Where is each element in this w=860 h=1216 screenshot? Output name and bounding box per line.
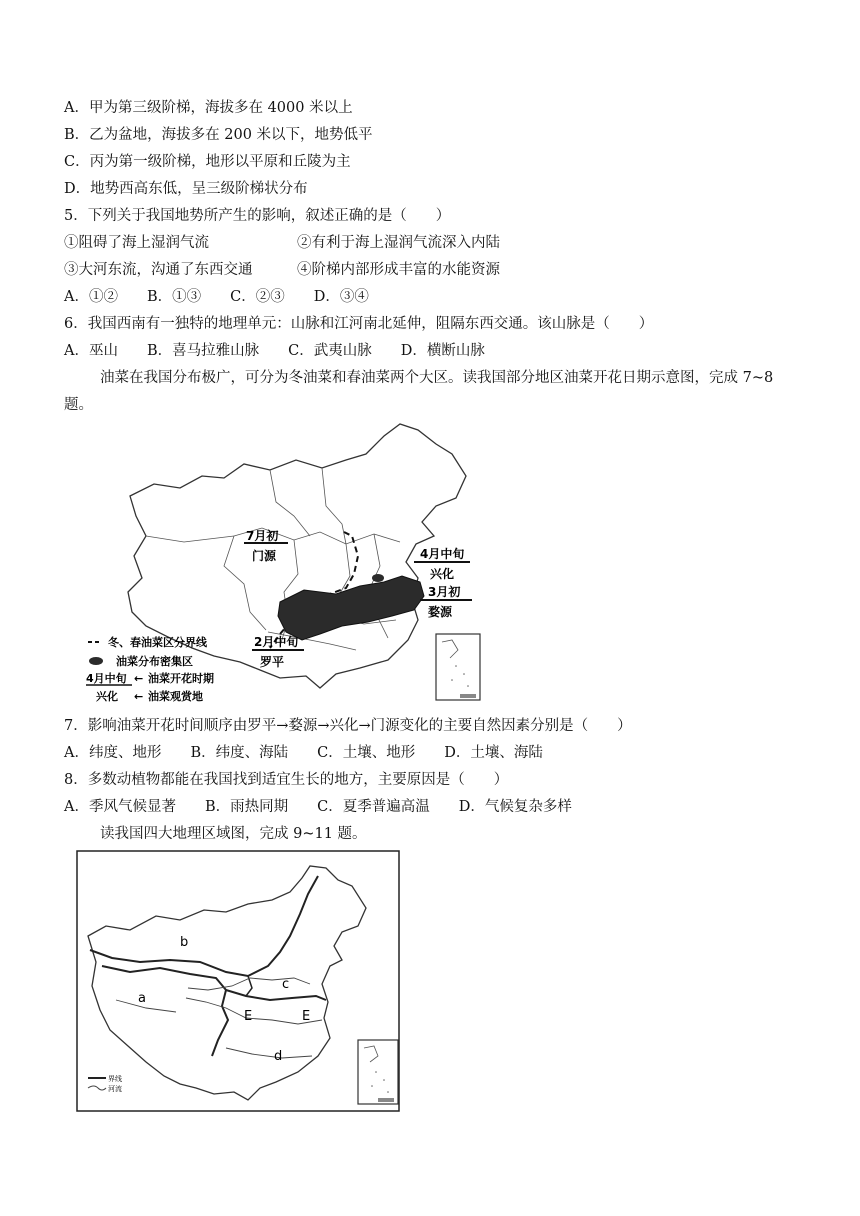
region-a: a xyxy=(138,991,146,1006)
legend-site-example: 兴化 xyxy=(96,690,118,703)
q5-item-2: ②有利于海上湿润气流深入内陆 xyxy=(297,235,500,251)
legend-dense-symbol xyxy=(89,657,103,665)
q4-option-d: D．地势西高东低，呈三级阶梯状分布 xyxy=(64,181,308,197)
q7-stem: 7．影响油菜开花时间顺序由罗平→婺源→兴化→门源变化的主要自然因素分别是（ ） xyxy=(64,718,632,734)
legend-dense-label: 油菜分布密集区 xyxy=(116,655,193,668)
inset-label-box xyxy=(460,694,476,698)
q5-item-3: ③大河东流，沟通了东西交通 xyxy=(64,262,253,278)
four-regions-map xyxy=(76,850,400,1112)
map2-inset xyxy=(358,1040,398,1104)
region-e-east: E xyxy=(302,1009,311,1024)
legend-date-example: 4月中旬 xyxy=(86,672,127,685)
q8-options: A．季风气候显著 B．雨热同期 C．夏季普遍高温 D．气候复杂多样 xyxy=(64,799,572,815)
q5-options: A．①② B．①③ C．②③ D．③④ xyxy=(64,289,369,305)
q5-item-1: ①阻碍了海上湿润气流 xyxy=(64,235,209,251)
q6-stem: 6．我国西南有一独特的地理单元：山脉和江河南北延伸，阻隔东西交通。该山脉是（ ） xyxy=(64,316,654,332)
map2-inset-label xyxy=(378,1098,394,1102)
legend-site-arrow: ← xyxy=(134,690,144,703)
region-c: c xyxy=(282,977,290,992)
wuyuan-label: 婺源 xyxy=(428,605,453,619)
q8-stem: 8．多数动植物都能在我国找到适宜生长的地方，主要原因是（ ） xyxy=(64,772,509,788)
menyuan-label: 门源 xyxy=(252,549,277,563)
map1-legend xyxy=(86,635,214,703)
q7-options: A．纬度、地形 B．纬度、海陆 C．土壤、地形 D．土壤、海陆 xyxy=(64,745,543,761)
legend-date-arrow: ← xyxy=(134,672,144,685)
menyuan-date: 7月初 xyxy=(246,529,279,543)
q4-option-b: B．乙为盆地，海拔多在 200 米以下，地势低平 xyxy=(64,127,373,143)
legend-river-text: 河流 xyxy=(108,1085,122,1093)
wuyuan-date: 3月初 xyxy=(428,585,461,599)
region-d: d xyxy=(274,1049,283,1064)
legend-date-desc: 油菜开花时期 xyxy=(148,672,214,685)
dense-area-east xyxy=(372,574,384,582)
xinghua-label: 兴化 xyxy=(430,567,455,581)
rapeseed-flowering-map xyxy=(84,416,486,706)
region-b: b xyxy=(180,935,189,950)
luoping-label: 罗平 xyxy=(260,655,285,669)
legend-boundary-text: 界线 xyxy=(108,1075,122,1083)
q5-item-4: ④阶梯内部形成丰富的水能资源 xyxy=(297,262,500,278)
q5-stem: 5．下列关于我国地势所产生的影响，叙述正确的是（ ） xyxy=(64,208,451,224)
q4-option-a: A．甲为第三级阶梯，海拔多在 4000 米以上 xyxy=(64,100,353,116)
luoping-date: 2月中旬 xyxy=(254,635,299,649)
xinghua-date: 4月中旬 xyxy=(420,547,465,561)
south-china-sea-inset xyxy=(436,634,480,700)
q4-option-c: C．丙为第一级阶梯，地形以平原和丘陵为主 xyxy=(64,154,351,170)
q6-options: A．巫山 B．喜马拉雅山脉 C．武夷山脉 D．横断山脉 xyxy=(64,343,485,359)
intro-7-8-line2: 题。 xyxy=(64,397,93,413)
intro-9-11: 读我国四大地理区域图，完成 9~11 题。 xyxy=(100,826,367,842)
legend-site-desc: 油菜观赏地 xyxy=(148,690,203,703)
legend-boundary-label: 冬、春油菜区分界线 xyxy=(108,636,207,649)
intro-7-8-line1: 油菜在我国分布极广，可分为冬油菜和春油菜两个大区。读我国部分地区油菜开花日期示意图，完成 7~8 xyxy=(100,370,774,386)
region-e-west: E xyxy=(244,1009,253,1024)
